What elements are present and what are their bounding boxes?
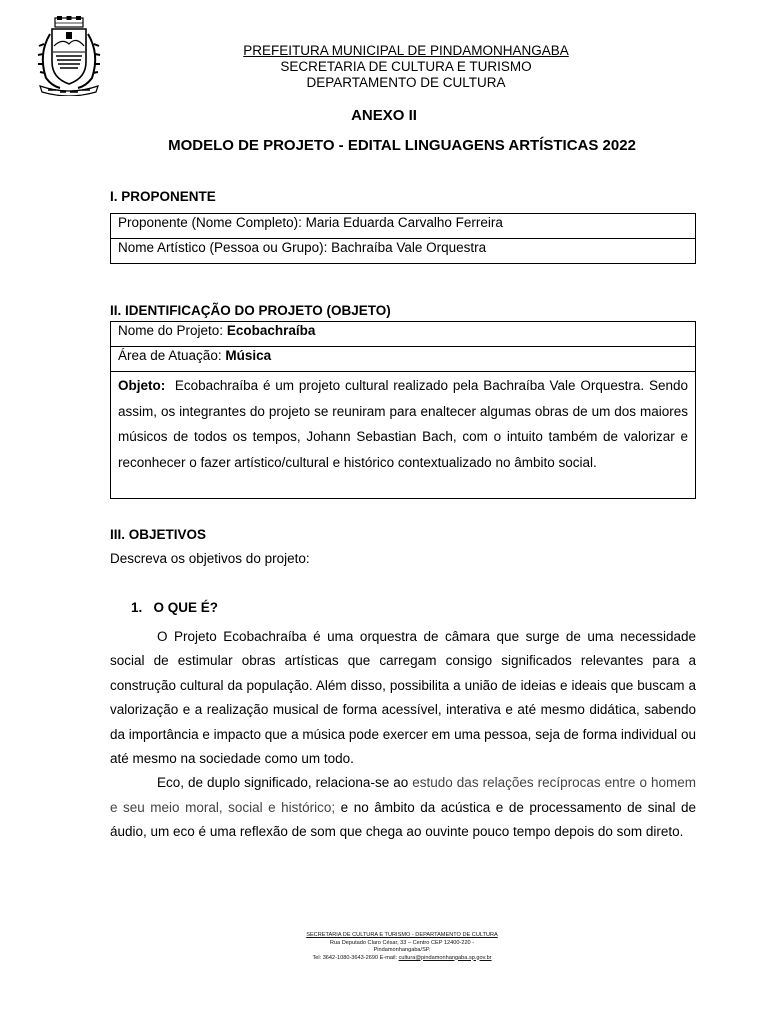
- table-row: [111, 239, 696, 264]
- letterhead-prefeitura: PREFEITURA MUNICIPAL DE PINDAMONHANGABA: [243, 43, 569, 58]
- eco-text-highlight: estudo das relações recíprocas entre o homem e seu meio moral, social e histórico;: [110, 775, 696, 815]
- project-name-cell: [111, 322, 696, 347]
- area-label: Área de Atuação:: [118, 348, 226, 363]
- footer-email-link[interactable]: cultura@pindamonhangaba.sp.gov.br: [398, 954, 492, 961]
- page-footer: [250, 932, 554, 962]
- letterhead-departamento: DEPARTAMENTO DE CULTURA: [306, 75, 506, 90]
- municipal-crest-icon: [36, 16, 102, 96]
- table-row: [111, 322, 696, 347]
- footer-contact: [250, 955, 554, 963]
- letterhead-secretaria: SECRETARIA DE CULTURA E TURISMO: [280, 59, 532, 74]
- annex-title: ANEXO II: [351, 107, 417, 124]
- objetivos-prompt: Descreva os objetivos do projeto:: [110, 551, 310, 566]
- document-title: MODELO DE PROJETO - EDITAL LINGUAGENS ARTÍSTICAS 2022: [168, 137, 636, 154]
- area-cell: [111, 347, 696, 372]
- proponente-table: [110, 213, 696, 264]
- identificacao-table: [110, 321, 696, 499]
- section-heading-identificacao: II. IDENTIFICAÇÃO DO PROJETO (OBJETO): [110, 303, 391, 318]
- section-heading-proponente: I. PROPONENTE: [110, 189, 216, 204]
- paragraph-eco: [110, 771, 696, 844]
- item-o-que-e-title: 1. O QUE É?: [131, 600, 219, 615]
- table-row: [111, 372, 696, 499]
- objetivos-body: [110, 625, 696, 845]
- footer-department: SECRETARIA DE CULTURA E TURISMO - DEPARTAMENTO DE CULTURA: [306, 932, 498, 938]
- eco-text-a: Eco, de duplo significado, relaciona-se ao: [157, 775, 413, 791]
- table-row: [111, 214, 696, 239]
- table-row: [111, 347, 696, 372]
- objeto-cell: [111, 372, 696, 499]
- area-value: Música: [225, 348, 272, 363]
- letterhead: [110, 43, 702, 91]
- objeto-label: Objeto:: [118, 378, 166, 393]
- footer-address: Rua Deputado Claro César, 33 – Centro CEP 12400-220 -: [329, 939, 475, 946]
- artistic-name-cell: Nome Artístico (Pessoa ou Grupo): Bachraíba Vale Orquestra: [111, 239, 696, 264]
- paragraph-o-que-e: O Projeto Ecobachraíba é uma orquestra de câmara que surge de uma necessidade social de estimular obras artísticas que carregam consigo significados relevantes para a construção cultural da população. Além disso, possibilita a união de ideias e ideais que buscam a valorização e a realização musical de forma acessível, interativa e até mesmo didática, sabendo da importância e impacto que a música pode exercer em uma pessoa, seja de forma individual ou até mesmo na sociedade como um todo.: [110, 629, 696, 767]
- objeto-text: Ecobachraíba é um projeto cultural realizado pela Bachraíba Vale Orquestra. Sendo assim, os integrantes do projeto se reuniram para enaltecer algumas obras de um dos maiores músicos de todos os tempos, Johann Sebastian Bach, com o intuito também de valorizar e reconhecer o fazer artístico/cultural e histórico contextualizado no âmbito social.: [118, 378, 688, 470]
- footer-phone: Tel: 3642-1080-3643-2690 E-mail:: [312, 954, 399, 961]
- project-name-label: Nome do Projeto:: [118, 323, 227, 338]
- footer-city: Pindamonhangaba/SP.: [373, 947, 431, 953]
- eco-text-c: e no âmbito da acústica e de processamento de sinal de áudio, um eco é uma reflexão de som que chega ao ouvinte pouco tempo depois do som direto.: [110, 799, 696, 840]
- proponente-name-cell: Proponente (Nome Completo): Maria Eduarda Carvalho Ferreira: [111, 214, 696, 239]
- section-heading-objetivos: III. OBJETIVOS: [110, 527, 207, 542]
- project-name-value: Ecobachraíba: [226, 323, 316, 338]
